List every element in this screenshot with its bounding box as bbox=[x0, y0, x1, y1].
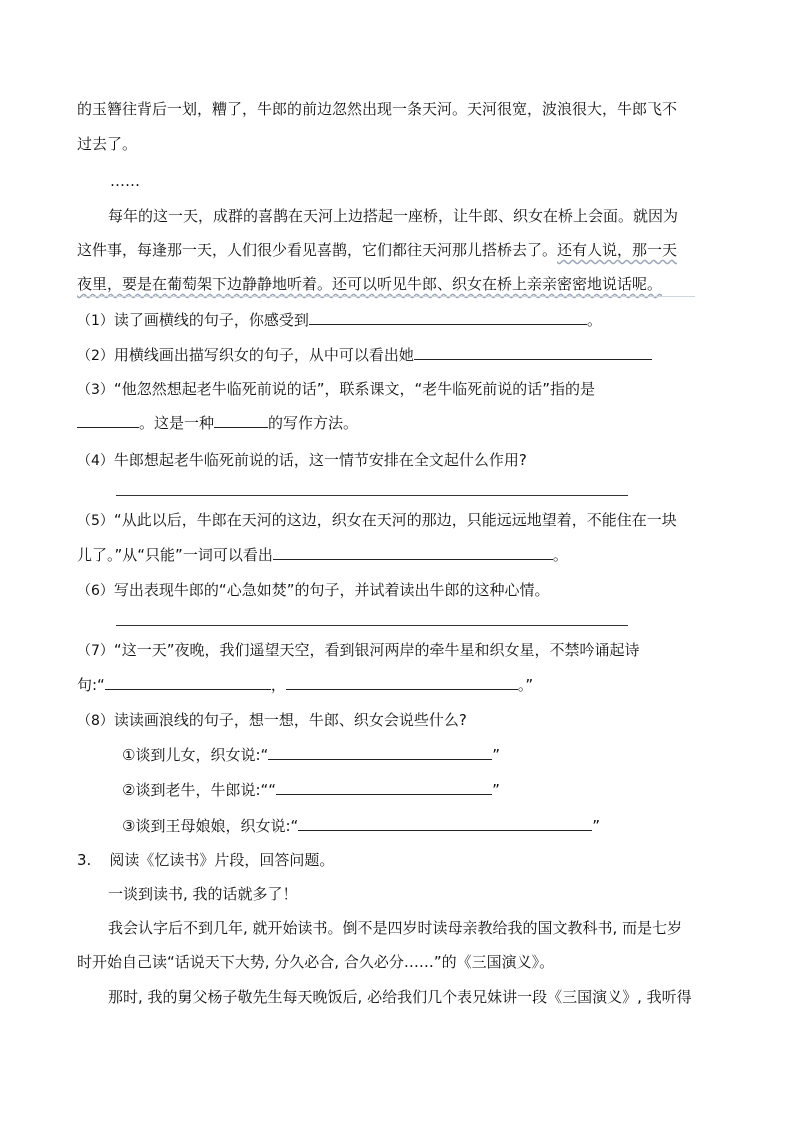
passage-ellipsis: …… bbox=[110, 172, 140, 190]
question-end: ” bbox=[592, 817, 601, 835]
question-number: （6） bbox=[77, 583, 114, 599]
passage-line-4 bbox=[77, 240, 677, 260]
question-end: 。 bbox=[552, 546, 568, 564]
section-3-para-2-line-1: 我会认字后不到几年, 就开始读书。倒不是四岁时读母亲教给我的国文教科书, 而是七岁 bbox=[108, 919, 683, 937]
question-number: （2） bbox=[77, 348, 114, 364]
passage-line-1: 的玉簪往背后一划，糟了，牛郎的前边忽然出现一条天河。天河很宽，波浪很大，牛郎飞不 bbox=[77, 100, 678, 118]
answer-blank-q7-b[interactable] bbox=[286, 675, 518, 690]
question-5 bbox=[77, 510, 677, 531]
passage-line-5 bbox=[77, 274, 662, 294]
question-text: “他忽然想起老牛临死前说的话”，联系课文，“老牛临死前说的话”指的是 bbox=[113, 380, 596, 398]
question-8-item-1 bbox=[122, 745, 500, 765]
question-number: （3） bbox=[77, 382, 114, 398]
answer-blank-q7-a[interactable] bbox=[105, 675, 271, 690]
passage-line-4-text: 这件事，每逢那一天，人们很少看见喜鹊，它们都往天河那儿搭桥去了。 bbox=[77, 241, 558, 259]
question-2 bbox=[77, 345, 652, 366]
passage-line-2: 过去了。 bbox=[77, 135, 138, 153]
question-number: （4） bbox=[77, 453, 114, 469]
answer-line-q6[interactable] bbox=[116, 625, 628, 626]
passage-line-3: 每年的这一天，成群的喜鹊在天河上边搭起一座桥，让牛郎、织女在桥上会面。就因为 bbox=[108, 207, 679, 225]
question-text: “从此以后，牛郎在天河的这边，织女在天河的那边，只能远远地望着，不能住在一块 bbox=[113, 511, 677, 529]
question-text: “这一天”夜晚，我们遥望天空，看到银河两岸的牵牛星和织女星，不禁吟诵起诗 bbox=[113, 641, 640, 659]
question-text: ①谈到儿女，织女说:“ bbox=[122, 746, 269, 764]
wavy-underlined-sentence-cont: 夜里，要是在葡萄架下边静静地听着。还可以听见牛郎、织女在桥上亲亲密密地说话呢。 bbox=[77, 275, 663, 293]
passage-separator bbox=[83, 296, 695, 297]
question-8 bbox=[77, 710, 467, 731]
wavy-underlined-sentence: 还有人说，那一天 bbox=[557, 241, 678, 259]
question-number: （8） bbox=[77, 713, 114, 729]
question-text: 读了画横线的句子，你感受到 bbox=[113, 311, 309, 329]
question-8-item-3 bbox=[122, 816, 600, 836]
question-end: 。 bbox=[586, 311, 602, 329]
question-5-line-2 bbox=[77, 545, 568, 565]
answer-blank-q5[interactable] bbox=[273, 545, 553, 560]
question-text: 写出表现牛郎的“心急如焚”的句子，并试着读出牛郎的这种心情。 bbox=[113, 581, 550, 599]
section-title: 阅读《忆读书》片段，回答问题。 bbox=[109, 851, 335, 869]
question-text: ②谈到老牛，牛郎说:“ bbox=[122, 781, 269, 799]
question-text: ③谈到王母娘娘，织女说:“ bbox=[122, 817, 299, 835]
question-4 bbox=[77, 450, 527, 471]
question-text: 句:“ bbox=[77, 676, 105, 694]
question-number: （7） bbox=[77, 643, 114, 659]
question-7 bbox=[77, 640, 639, 661]
answer-blank-q3-a[interactable] bbox=[77, 413, 139, 428]
question-text: 。这是一种 bbox=[139, 414, 215, 432]
question-text: 的写作方法。 bbox=[268, 414, 359, 432]
answer-blank-q3-b[interactable] bbox=[214, 413, 268, 428]
question-6 bbox=[77, 580, 549, 601]
question-text: 牛郎想起老牛临死前说的话，这一情节安排在全文起什么作用? bbox=[113, 451, 527, 469]
section-3-para-1: 一谈到读书, 我的话就多了！ bbox=[108, 885, 298, 903]
question-text: 儿了。”从“只能”一词可以看出 bbox=[77, 546, 273, 564]
question-end: ” bbox=[492, 746, 501, 764]
question-end: ” bbox=[492, 781, 500, 799]
section-3-para-3: 那时, 我的舅父杨子敬先生每天晚饭后, 必给我们几个表兄妹讲一段《三国演义》, 我听得 bbox=[108, 988, 692, 1006]
section-3-para-2-line-2: 时开始自己读“话说天下大势, 分久必合, 合久必分……”的《三国演义》。 bbox=[77, 953, 555, 971]
question-text: ， bbox=[270, 676, 286, 694]
answer-blank-q2[interactable] bbox=[414, 345, 652, 360]
answer-blank-q8-3[interactable] bbox=[298, 816, 592, 831]
question-3-line-2 bbox=[77, 413, 358, 433]
question-number: （5） bbox=[77, 513, 114, 529]
answer-blank-q8-2[interactable] bbox=[276, 780, 492, 795]
section-3-heading bbox=[77, 850, 334, 870]
question-text: “ bbox=[268, 781, 277, 799]
question-8-item-2 bbox=[122, 780, 500, 800]
answer-blank-q1[interactable] bbox=[309, 310, 587, 325]
question-number: （1） bbox=[77, 313, 114, 329]
question-end: 。” bbox=[517, 676, 534, 694]
question-3 bbox=[77, 379, 595, 400]
answer-blank-q8-1[interactable] bbox=[268, 745, 492, 760]
question-7-line-2 bbox=[77, 675, 533, 695]
question-text: 用横线画出描写织女的句子，从中可以看出她 bbox=[113, 346, 414, 364]
question-text: 读读画浪线的句子，想一想，牛郎、织女会说些什么? bbox=[113, 711, 467, 729]
answer-line-q4[interactable] bbox=[116, 495, 628, 496]
section-number: 3. bbox=[77, 851, 92, 869]
question-1 bbox=[77, 310, 602, 331]
